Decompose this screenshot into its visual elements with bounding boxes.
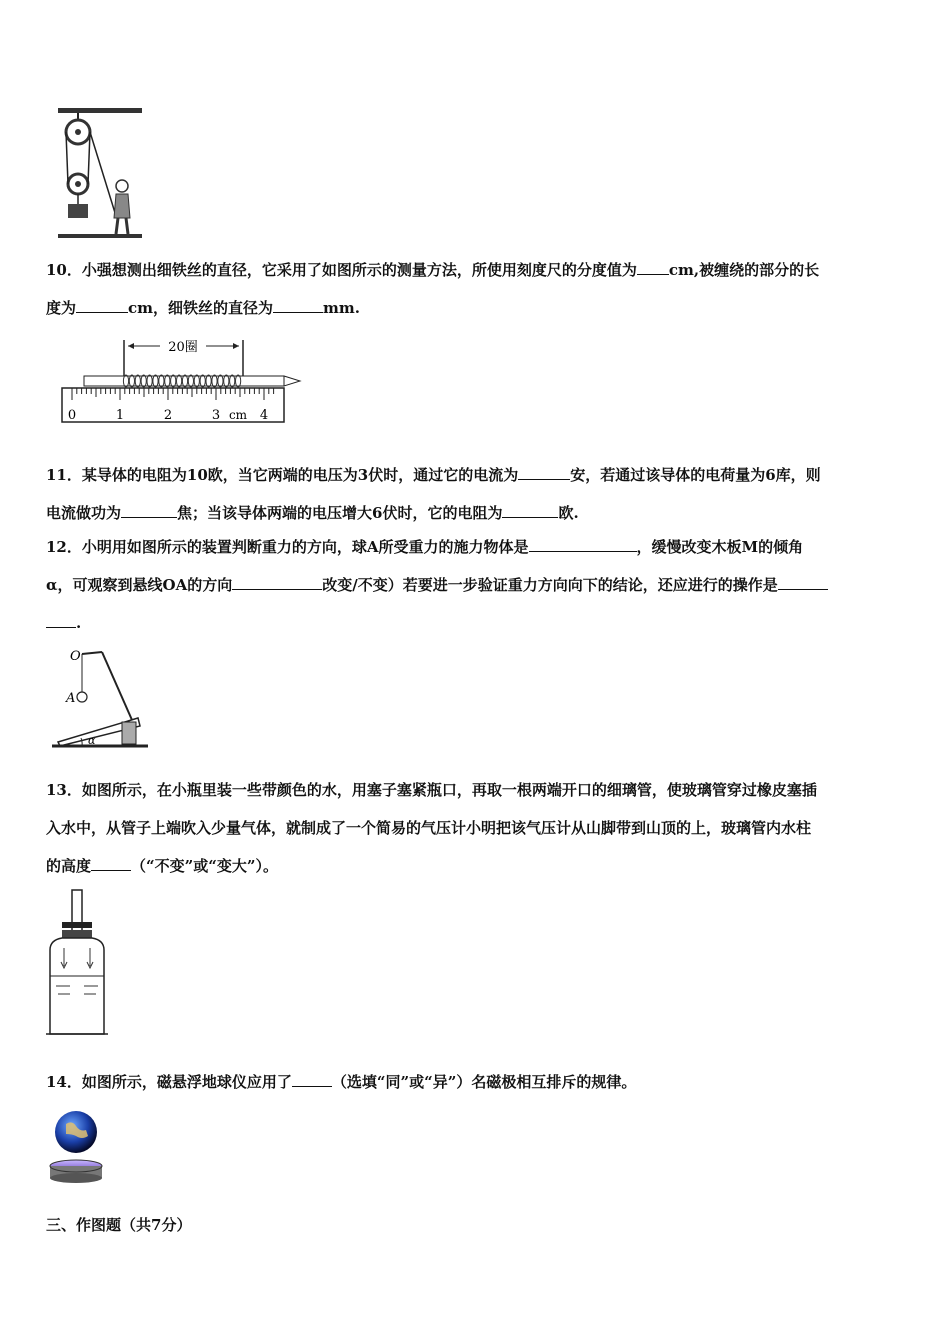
q12-blank-3-cont[interactable]: [46, 609, 76, 628]
q14-number: 14．: [46, 1073, 82, 1091]
q10-number: 10．: [46, 261, 82, 279]
q11-blank-1[interactable]: [518, 461, 570, 480]
q10-text-1: 小强想测出细铁丝的直径，它采用了如图所示的测量方法，所使用刻度尺的分度值为: [81, 261, 637, 279]
q12-text-5: .: [76, 614, 82, 632]
section-3-title: 三、作图题（共7分）: [46, 1216, 192, 1234]
q11-blank-3[interactable]: [502, 499, 558, 518]
ruler-figure: [56, 336, 306, 428]
q13-number: 13．: [46, 781, 82, 799]
bottle-figure: [42, 888, 114, 1040]
q11-text-5: 欧.: [558, 504, 579, 522]
ruler-tick-3: 3: [211, 408, 221, 423]
label-alpha: α: [88, 734, 96, 747]
q11-number: 11．: [46, 466, 82, 484]
ruler-tick-2: 2: [163, 408, 173, 423]
q12-blank-2[interactable]: [232, 571, 322, 590]
q10-text-2: cm,被缠绕的部分的长: [668, 261, 820, 279]
question-14: [46, 1063, 908, 1101]
question-11: [46, 456, 908, 532]
q10-text-5: mm.: [323, 299, 360, 317]
q11-text-4: 焦；当该导体两端的电压增大6伏时，它的电阻为: [177, 504, 503, 522]
q11-text-1: 某导体的电阻为10欧，当它两端的电压为3伏时，通过它的电流为: [81, 466, 519, 484]
q13-text-2: 入水中，从管子上端吹入少量气体，就制成了一个简易的气压计小明把该气压计从山脚带到山顶的上，玻璃管内水柱: [46, 819, 812, 837]
question-10: [46, 251, 908, 327]
q13-blank-1[interactable]: [91, 852, 131, 871]
q12-text-3: α，可观察到悬线OA的方向: [46, 576, 233, 594]
q13-text-3: 的高度: [46, 857, 92, 875]
pulley-figure: [56, 106, 146, 242]
q11-text-3: 电流做功为: [46, 504, 122, 522]
label-o: O: [70, 649, 81, 664]
q12-blank-1[interactable]: [529, 533, 637, 552]
question-13: [46, 771, 908, 885]
question-12: [46, 528, 908, 642]
label-a: A: [66, 691, 76, 706]
ruler-tick-4: 4: [259, 408, 269, 423]
ruler-tick-1: 1: [115, 408, 125, 423]
q10-blank-3[interactable]: [273, 294, 323, 313]
q11-text-2: 安，若通过该导体的电荷量为6库，则: [570, 466, 821, 484]
q12-blank-3[interactable]: [778, 571, 828, 590]
q10-text-3: 度为: [46, 299, 77, 317]
q12-text-1: 小明用如图所示的装置判断重力的方向，球A所受重力的施力物体是: [81, 538, 529, 556]
q11-blank-2[interactable]: [121, 499, 177, 518]
q12-text-4: 改变/不变）若要进一步验证重力方向向下的结论，还应进行的操作是: [322, 576, 778, 594]
q14-text-1: 如图所示，磁悬浮地球仪应用了: [81, 1073, 292, 1091]
q12-number: 12．: [46, 538, 82, 556]
ruler-unit: cm: [228, 408, 248, 422]
q10-blank-2[interactable]: [76, 294, 128, 313]
q12-text-2: ，缓慢改变木板M的倾角: [636, 538, 804, 556]
q13-text-1: 如图所示，在小瓶里装一些带颜色的水，用塞子塞紧瓶口，再取一根两端开口的细璃管，使玻璃管穿过橡皮塞插: [81, 781, 817, 799]
q10-blank-1[interactable]: [637, 256, 669, 275]
maglev-globe-figure: [44, 1110, 108, 1186]
q13-text-4: （“不变”或“变大”）。: [131, 857, 279, 875]
incline-figure: [52, 640, 152, 752]
q14-text-2: （选填“同”或“异”）名磁极相互排斥的规律。: [331, 1073, 637, 1091]
coil-label: 20圈: [168, 340, 198, 355]
q14-blank-1[interactable]: [292, 1068, 332, 1087]
ruler-tick-0: 0: [67, 408, 77, 423]
q10-text-4: cm，细铁丝的直径为: [128, 299, 274, 317]
